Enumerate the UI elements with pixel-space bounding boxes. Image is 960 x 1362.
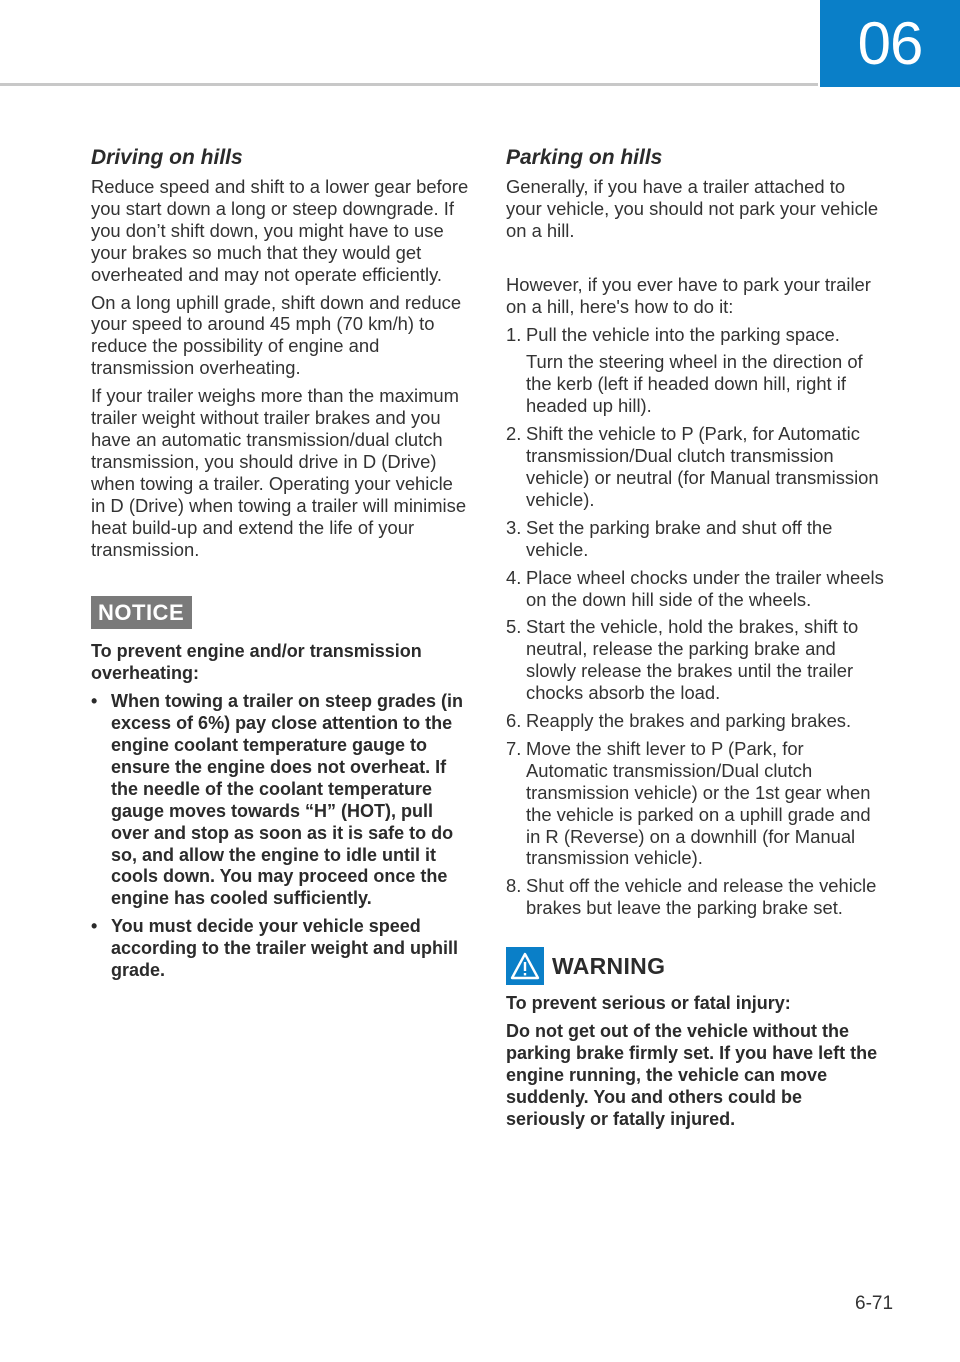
notice-bullet-item <box>91 691 469 910</box>
driving-on-hills-title: Driving on hills <box>91 146 243 169</box>
step-text: Pull the vehicle into the parking space. <box>526 323 840 345</box>
parking-paragraph: However, if you ever have to park your trailer on a hill, here's how to do it: <box>506 273 871 317</box>
step-text: Shut off the vehicle and release the vehicle brakes but leave the parking brake set. <box>526 875 877 919</box>
page-number: 6-71 <box>855 1293 894 1314</box>
step-number: 1. <box>506 323 522 345</box>
warning-text: Do not get out of the vehicle without the parking brake firmly set. If you have left the engine running, the vehicle can move suddenly. You and others could be seriously or fatally injured. <box>506 1021 878 1129</box>
notice-badge: NOTICE <box>91 596 192 629</box>
notice-bullet-text: When towing a trailer on steep grades (in excess of 6%) pay close attention to the engine coolant temperature gauge to ensure the engine does not overheat. If the needle of the coolant temperature gauge moves towards “H” (HOT), pull over and stop as soon as it is safe to do so, and allow the engine to idle until it cools down. You may proceed once the engine has cooled sufficiently. <box>111 691 464 909</box>
chapter-tab <box>820 0 960 87</box>
step-number: 5. <box>506 616 522 638</box>
notice-bullet-text: You must decide your vehicle speed according to the trailer weight and uphill grade. <box>111 916 459 981</box>
notice-heading: To prevent engine and/or transmission overheating: <box>91 641 422 684</box>
warning-label: WARNING <box>552 952 666 979</box>
parking-steps <box>506 324 884 920</box>
warning-triangle-icon <box>506 947 544 985</box>
left-column <box>91 146 469 988</box>
step-subtext: Turn the steering wheel in the direction of the kerb (left if headed down hill, right if headed up hill). <box>526 351 863 417</box>
step-item <box>506 738 884 869</box>
step-item <box>506 567 884 611</box>
step-text: Shift the vehicle to P (Park, for Automatic transmission/Dual clutch transmission vehicle) or neutral (for Manual transmission vehicle). <box>526 423 879 510</box>
step-item <box>506 517 884 561</box>
driving-paragraph: On a long uphill grade, shift down and reduce your speed to around 45 mph (70 km/h) to reduce the possibility of engine and transmission overheating. <box>91 291 462 379</box>
step-item <box>506 616 884 704</box>
driving-paragraph: Reduce speed and shift to a lower gear before you start down a long or steep downgrade. If you don’t shift down, you might have to use your brakes so much that they would get overheated and may not operate efficiently. <box>91 176 469 285</box>
step-item <box>506 710 884 732</box>
right-column <box>506 146 884 1137</box>
step-text: Reapply the brakes and parking brakes. <box>526 710 852 732</box>
warning-heading: To prevent serious or fatal injury: <box>506 993 791 1014</box>
step-text: Place wheel chocks under the trailer wheels on the down hill side of the wheels. <box>526 566 884 610</box>
chapter-number: 06 <box>857 10 923 77</box>
step-number: 8. <box>506 875 522 897</box>
parking-paragraph: Generally, if you have a trailer attached to your vehicle, you should not park your vehicle on a hill. <box>506 176 879 241</box>
warning-header <box>506 947 884 985</box>
step-number: 2. <box>506 423 522 445</box>
step-number: 4. <box>506 566 522 588</box>
step-item <box>506 875 884 919</box>
bullet-icon: • <box>91 916 98 937</box>
notice-list <box>91 691 469 982</box>
step-item <box>506 423 884 511</box>
header-rule <box>0 83 818 86</box>
step-text: Start the vehicle, hold the brakes, shift to neutral, release the parking brake and slowly release the brakes until the trailer chocks absorb the load. <box>526 616 859 704</box>
step-number: 7. <box>506 737 522 759</box>
step-text: Set the parking brake and shut off the vehicle. <box>526 516 833 560</box>
step-text: Move the shift lever to P (Park, for Automatic transmission/Dual clutch transmission vehicle) or the 1st gear when the vehicle is parked on a uphill grade and in R (Reverse) on a downhill (for Manual transmission vehicle). <box>526 737 871 869</box>
notice-bullet-item <box>91 916 469 982</box>
driving-paragraph: If your trailer weighs more than the maximum trailer weight without trailer brakes and you have an automatic transmission/dual clutch transmission, you should drive in D (Drive) when towing a trailer. Operating your vehicle in D (Drive) when towing a trailer will minimise heat build-up and extend the life of your transmission. <box>91 385 467 560</box>
step-number: 6. <box>506 710 522 732</box>
step-item <box>506 324 884 418</box>
parking-on-hills-title: Parking on hills <box>506 146 663 169</box>
step-number: 3. <box>506 516 522 538</box>
bullet-icon: • <box>91 691 98 712</box>
